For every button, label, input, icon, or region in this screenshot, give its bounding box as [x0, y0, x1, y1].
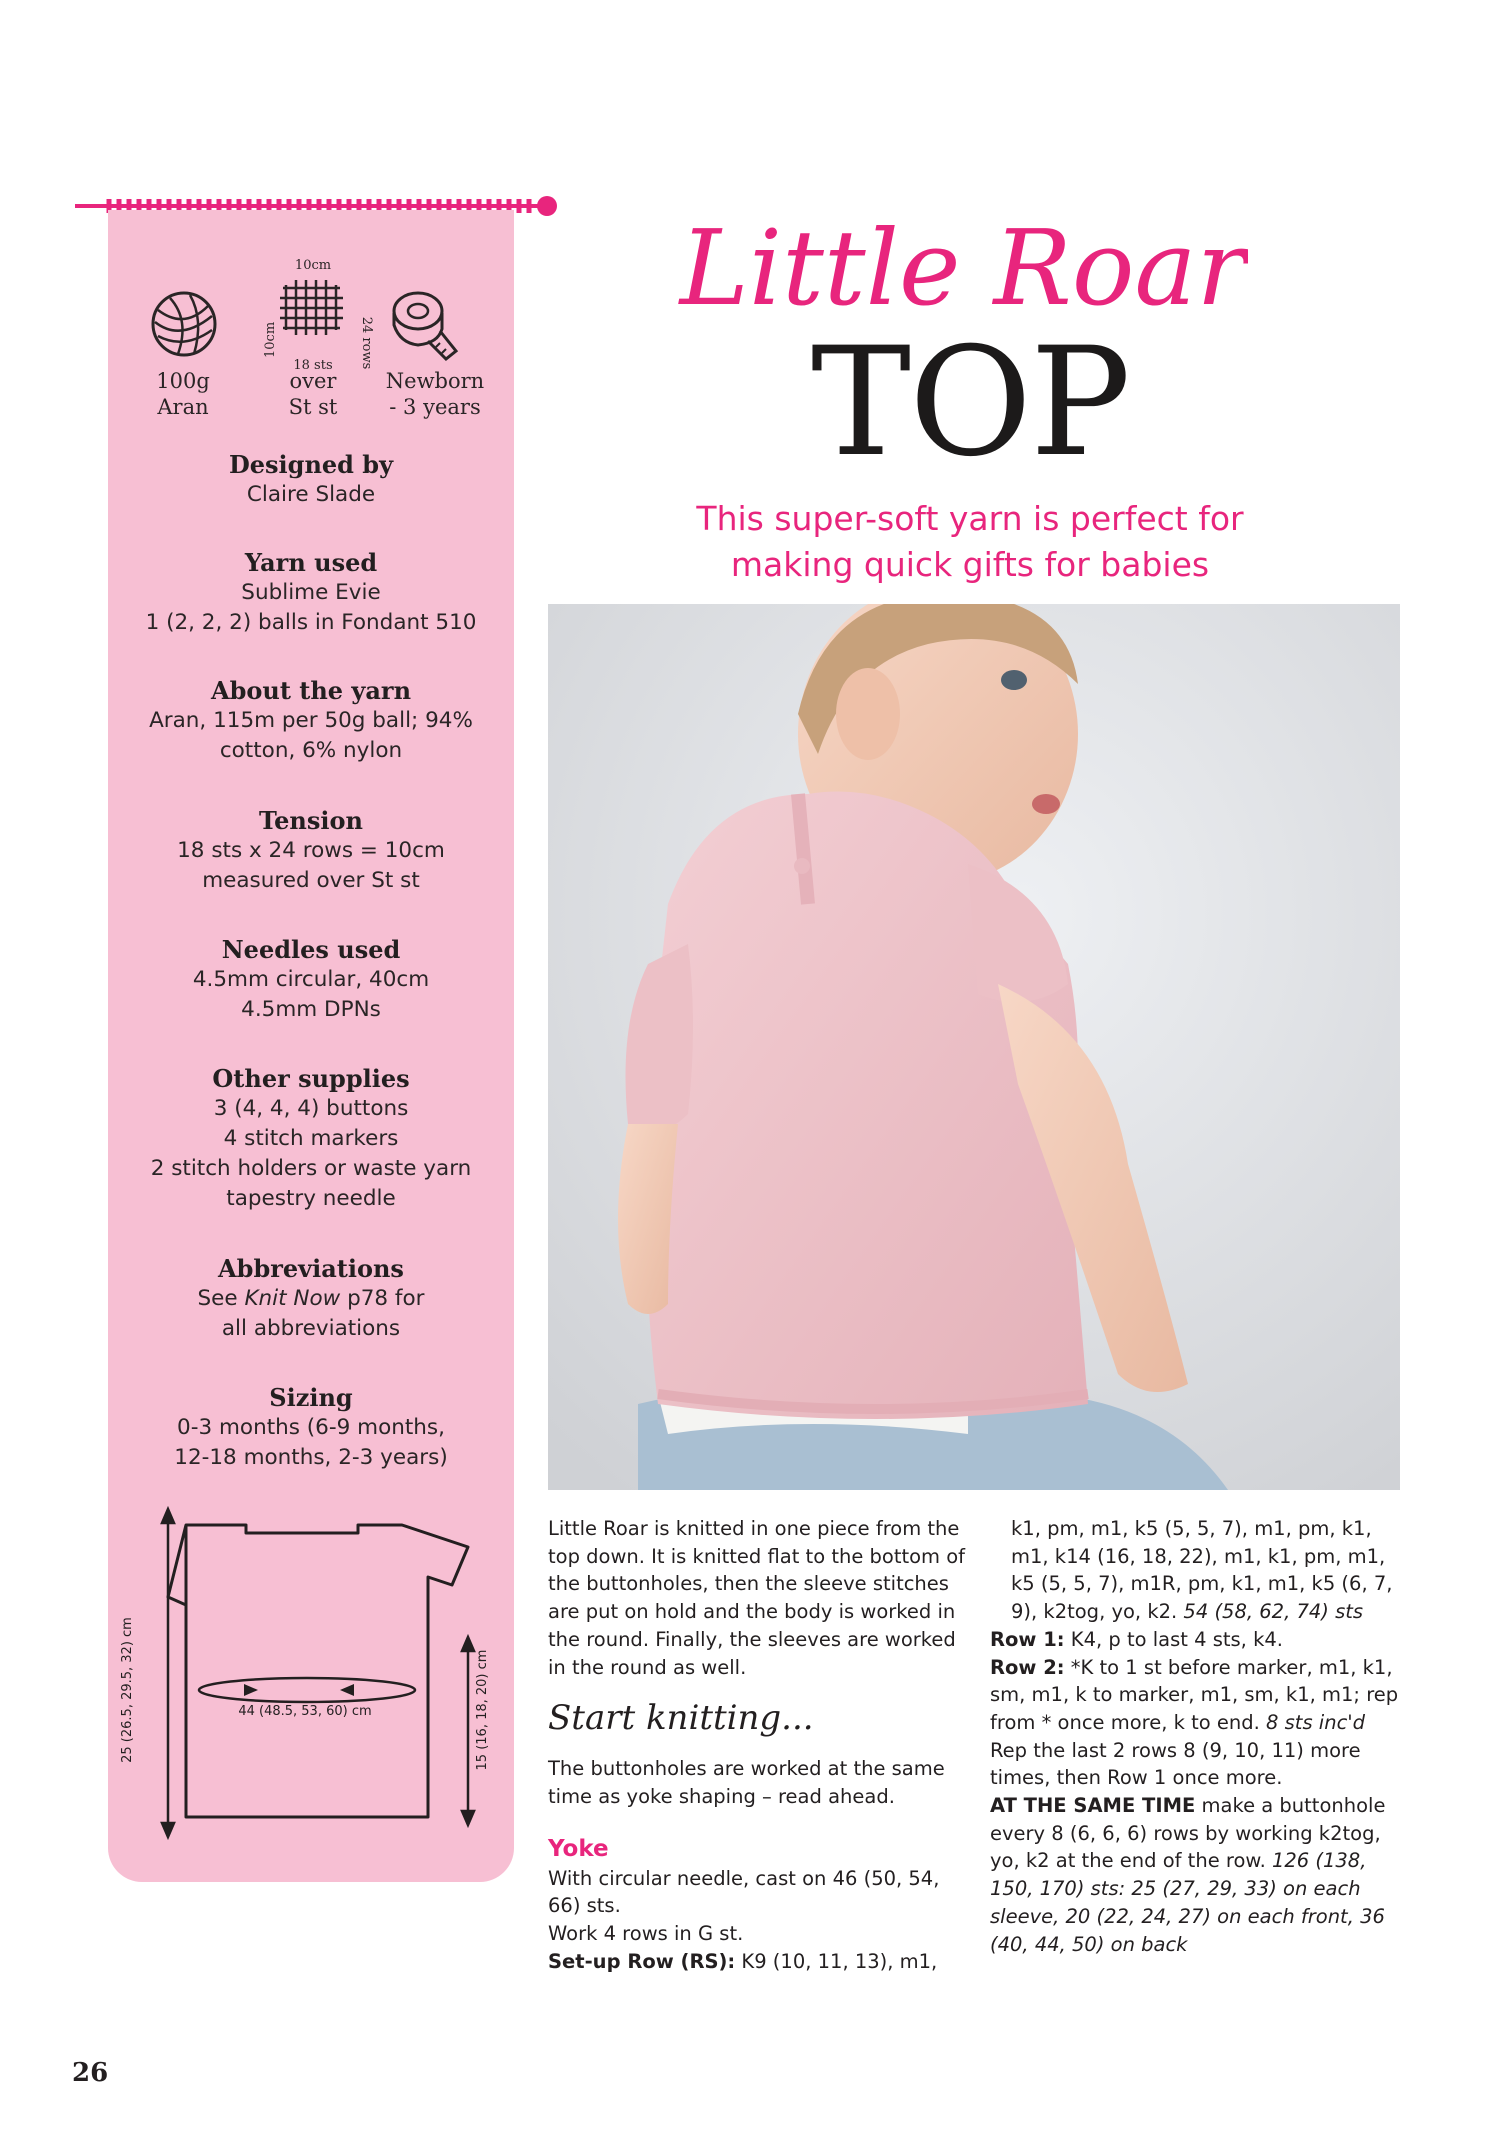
pattern-column-2 [990, 1515, 1410, 1958]
main-title: TOP [811, 316, 1129, 490]
row-2-text: *K to 1 st before marker, m1, k1, sm, m1, k to marker, m1, sm, k1, m1; rep from * once more, k to end. [990, 1655, 1399, 1734]
tension-heading: Tension [259, 806, 363, 835]
row-1-label: Row 1: [990, 1627, 1065, 1651]
icon-row [108, 240, 514, 440]
yarn-weight-caption [133, 368, 233, 420]
size-range-line2: - 3 years [389, 395, 481, 419]
about-yarn-line1: Aran, 115m per 50g ball; 94% [149, 708, 473, 733]
row-2-count: 8 sts inc'd [1259, 1710, 1366, 1734]
supplies-line2: 4 stitch markers [223, 1126, 399, 1151]
abbreviations-line1 [108, 1284, 514, 1314]
supplies-line3: 2 stitch holders or waste yarn [150, 1156, 472, 1181]
tension-line2: measured over St st [202, 868, 420, 893]
same-time-instruction [990, 1792, 1410, 1958]
sizing-line1: 0-3 months (6-9 months, [177, 1415, 445, 1440]
tension-caption-line2: St st [288, 395, 338, 419]
setup-row-start [548, 1948, 968, 1976]
tension-line1: 18 sts x 24 rows = 10cm [177, 838, 445, 863]
yarn-weight-line2: Aran [157, 395, 209, 419]
subtitle-line1: This super-soft yarn is perfect for [696, 499, 1244, 538]
about-yarn-heading: About the yarn [210, 676, 412, 705]
size-range-line1: Newborn [385, 369, 485, 393]
tape-measure-icon [388, 285, 462, 365]
grid-top-label: 10cm [294, 258, 332, 273]
abbrev-see: See [197, 1286, 245, 1311]
abbreviations-section [108, 1254, 514, 1344]
sizing-section [108, 1383, 514, 1473]
sizing-heading: Sizing [269, 1383, 353, 1412]
setup-row-continued [990, 1515, 1410, 1626]
about-yarn-section [108, 676, 514, 766]
yarn-name: Sublime Evie [241, 580, 381, 605]
start-knitting-heading: Start knitting... [548, 1698, 814, 1739]
abbrev-page: p78 for [340, 1286, 425, 1311]
row-1-text: K4, p to last 4 sts, k4. [1064, 1627, 1283, 1651]
same-time-text: make a buttonhole every 8 (6, 6, 6) rows by working k2tog, yo, k2 at the end of the row. [990, 1794, 1386, 1873]
script-title-text: Little Roar [679, 207, 1247, 329]
other-supplies-heading: Other supplies [212, 1064, 410, 1093]
baby-in-pink-top-illustration [548, 604, 1400, 1490]
repeat-instruction: Rep the last 2 rows 8 (9, 10, 11) more times, then Row 1 once more. [990, 1738, 1361, 1790]
tension-caption [263, 368, 363, 420]
designed-by-section [108, 450, 514, 510]
yoke-heading: Yoke [548, 1835, 609, 1862]
row-2 [990, 1654, 1410, 1737]
sizing-line2: 12-18 months, 2-3 years) [174, 1445, 448, 1470]
needles-section [108, 935, 514, 1025]
designed-by-heading: Designed by [228, 450, 394, 479]
same-time-label: AT THE SAME TIME [990, 1794, 1196, 1818]
yarn-used-heading: Yarn used [244, 548, 378, 577]
supplies-line4: tapestry needle [226, 1186, 396, 1211]
yarn-used-section [108, 548, 514, 638]
abbrev-magazine: Knit Now [244, 1286, 341, 1311]
same-time-count: 126 (138, 150, 170) sts: 25 (27, 29, 33) on each sleeve, 20 (22, 24, 27) on each front, 36 (40, 44, 50) on back [990, 1849, 1385, 1956]
tension-section [108, 806, 514, 896]
yoke-cast-on: With circular needle, cast on 46 (50, 54, 66) sts. [548, 1866, 940, 1918]
designer-name: Claire Slade [246, 482, 376, 507]
grid-right-label: 24 rows [359, 316, 374, 370]
start-knitting-text: The buttonholes are worked at the same time as yoke shaping – read ahead. [548, 1757, 945, 1808]
yarn-weight-line1: 100g [156, 369, 210, 393]
abbreviations-line2: all abbreviations [221, 1316, 401, 1341]
needles-line1: 4.5mm circular, 40cm [192, 967, 430, 992]
diagram-width-label: 44 (48.5, 53, 60) cm [238, 1704, 372, 1719]
subtitle [560, 496, 1380, 588]
subtitle-line2: making quick gifts for babies [730, 545, 1210, 584]
setup-row-count: 54 (58, 62, 74) sts [1177, 1600, 1364, 1624]
diagram-height-label: 25 (26.5, 29.5, 32) cm [120, 1617, 135, 1763]
yarn-quantity: 1 (2, 2, 2) balls in Fondant 510 [145, 610, 477, 635]
setup-row-label: Set-up Row (RS): [548, 1949, 736, 1973]
other-supplies-section [108, 1064, 514, 1214]
grid-left-label: 10cm [263, 321, 278, 358]
page-number: 26 [72, 2058, 109, 2088]
yarn-ball-icon [150, 290, 218, 358]
baby-photo [548, 604, 1400, 1490]
grid-bottom-label: 18 sts [293, 358, 333, 373]
abbreviations-heading: Abbreviations [218, 1254, 404, 1283]
garment-schematic [140, 1505, 500, 1845]
row-1 [990, 1626, 1410, 1654]
needles-line2: 4.5mm DPNs [241, 997, 381, 1022]
tension-caption-line1: over [289, 369, 337, 393]
setup-row-text-cont: k1, pm, m1, k5 (5, 5, 7), m1, pm, k1, m1, k14 (16, 18, 22), m1, k1, pm, m1, k5 (5, 5, 7), m1R, pm, k1, m1, k5 (6, 7, 9), k2tog, yo, k2. [1011, 1517, 1393, 1624]
supplies-line1: 3 (4, 4, 4) buttons [213, 1096, 409, 1121]
intro-paragraph: Little Roar is knitted in one piece from the top down. It is knitted flat to the bottom of the buttonholes, then the sleeve stitches are put on hold and the body is worked in the round. Finally, the sleeves are worked in the round as well. [548, 1517, 966, 1679]
setup-row-text-start: K9 (10, 11, 13), m1, [735, 1949, 938, 1973]
pattern-column-1 [548, 1515, 968, 1975]
needles-heading: Needles used [221, 935, 401, 964]
yoke-garter: Work 4 rows in G st. [548, 1922, 744, 1946]
row-2-label: Row 2: [990, 1655, 1065, 1679]
size-range-caption [370, 368, 500, 420]
diagram-side-label: 15 (16, 18, 20) cm [475, 1649, 490, 1771]
about-yarn-line2: cotton, 6% nylon [219, 738, 403, 763]
